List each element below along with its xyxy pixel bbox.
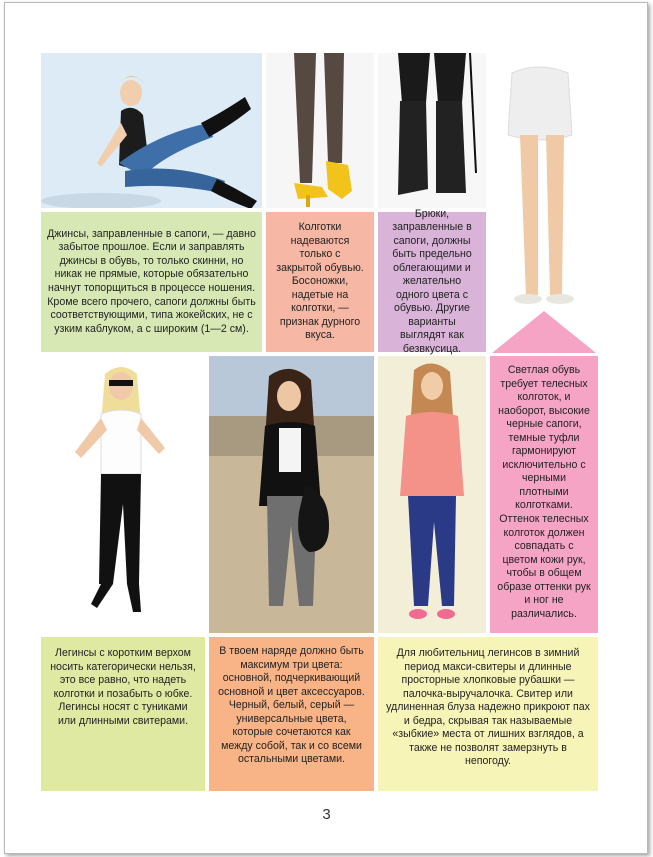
photo-woman-pink-sweater — [378, 356, 486, 633]
photo-woman-leggings — [41, 356, 205, 633]
pink-triangle-decoration — [490, 309, 598, 354]
text-three-colors: В твоем наряде должно быть максимум три цвета: основной, подчеркивающий основной и цвет аксессуаров. Черный, белый, серый — универсальные цвета, которые сочетаются как между собой, так и со всеми остальными цветами. — [209, 637, 374, 791]
text-leggings-short-top: Легинсы с коротким верхом носить категорически нельзя, это все равно, что надеть колготки и позабыть о юбке. Легинсы носят с туниками или длинными свитерами. — [41, 637, 205, 791]
text-maxi-sweaters: Для любительниц легинсов в зимний период макси-свитеры и длинные просторные хлопковые рубашки — палочка-выручалочка. Свитер или удлиненная блуза надежно прикроют пах и бедра, скрывая так называемые «зыбкие» места от лишних взглядов, а также не позволят замерзнуть в непогоду. — [378, 637, 598, 791]
text-jeans-in-boots: Джинсы, заправленные в сапоги, — давно забытое прошлое. Если и заправлять джинсы в обувь, то только скинни, но никак не прямые, которые обязательно начнут топорщиться в процессе ношения. Кроме всего прочего, сапоги должны быть соответствующими, типа жокейских, не с узким каблуком, а с широким (1—2 см). — [41, 212, 262, 352]
page-number: 3 — [322, 806, 331, 823]
photo-woman-jeans-boots — [41, 53, 262, 208]
text-light-shoes-tights: Светлая обувь требует телесных колготок, и наоборот, высокие черные сапоги, темные туфли гармонируют исключительно с черными плотными колготками. Оттенок телесных колготок должен совпадать с цветом кожи рук, чтобы в общем образе оттенки рук и ног не различались. — [490, 356, 598, 633]
photo-woman-grey-trousers — [209, 356, 374, 633]
photo-trousers-in-boots — [378, 53, 486, 208]
photo-legs-yellow-sandals — [266, 53, 374, 208]
text-tights-closed-shoes: Колготки надеваются только с закрытой обувью. Босоножки, надетые на колготки, — признак дурного вкуса. — [266, 212, 374, 352]
photo-white-dress-legs — [490, 53, 598, 309]
text-trousers-in-boots: Брюки, заправленные в сапоги, должны быть предельно облегающими и желательно одного цвета с обувью. Другие варианты выглядят как безвкусица. — [378, 212, 486, 352]
